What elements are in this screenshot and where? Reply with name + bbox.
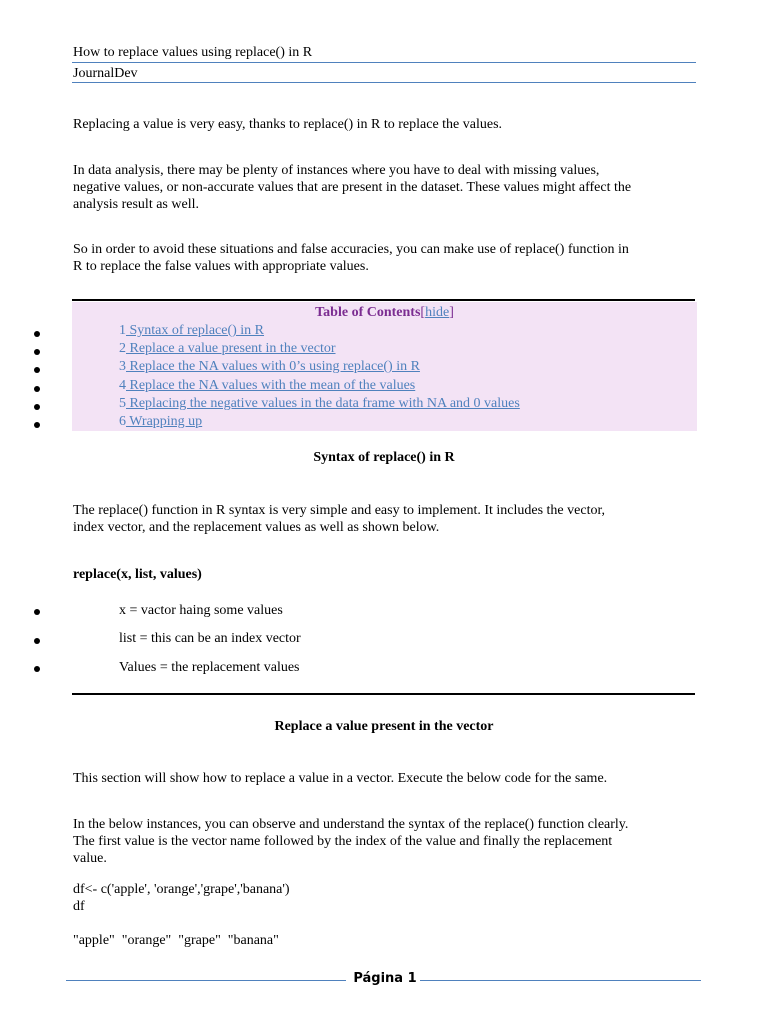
list-item: x = vactor haing some values — [119, 603, 283, 618]
section-paragraph-line: The replace() function in R syntax is very simple and easy to implement. It includes the vector, — [73, 503, 606, 518]
toc-item-number: 5 — [119, 396, 126, 411]
toc-item[interactable] — [119, 414, 202, 430]
toc-item-link[interactable]: Syntax of replace() in R — [126, 323, 265, 338]
document-title: How to replace values using replace() in R — [73, 45, 313, 60]
bullet-icon — [34, 638, 40, 644]
bullet-icon — [34, 331, 40, 337]
bullet-icon — [34, 422, 40, 428]
section-paragraph-line: index vector, and the replacement values as well as shown below. — [73, 520, 440, 535]
bullet-icon — [34, 386, 40, 392]
toc-item-link[interactable]: Replace a value present in the vector — [126, 341, 336, 356]
toc-item-number: 6 — [119, 414, 126, 429]
footer-rule-left — [66, 980, 346, 981]
code-line: df — [73, 899, 85, 914]
document-source: JournalDev — [73, 66, 138, 81]
toc-item-link[interactable]: Replace the NA values with the mean of the values — [126, 378, 416, 393]
intro-paragraph: Replacing a value is very easy, thanks to replace() in R to replace the values. — [73, 117, 503, 132]
section-heading: Replace a value present in the vector — [274, 719, 494, 734]
bullet-icon — [34, 349, 40, 355]
toc-item[interactable] — [119, 359, 420, 375]
toc-header — [72, 305, 697, 321]
bullet-icon — [34, 666, 40, 672]
section-paragraph-line: value. — [73, 851, 107, 866]
intro-paragraph-line: negative values, or non-accurate values that are present in the dataset. These values might affect the — [73, 180, 632, 195]
toc-hide-link[interactable]: hide — [425, 305, 450, 320]
toc-item-link[interactable]: Wrapping up — [126, 414, 203, 429]
intro-paragraph-line: In data analysis, there may be plenty of instances where you have to deal with missing values, — [73, 163, 600, 178]
list-item: Values = the replacement values — [119, 660, 300, 675]
toc-item-number: 1 — [119, 323, 126, 338]
toc-item-number: 4 — [119, 378, 126, 393]
toc-item[interactable] — [119, 341, 336, 357]
code-output: "apple" "orange" "grape" "banana" — [73, 933, 279, 948]
toc-item-number: 3 — [119, 359, 126, 374]
toc-bracket-close: ] — [449, 305, 454, 320]
toc-item-link[interactable]: Replacing the negative values in the data frame with NA and 0 values — [126, 396, 520, 411]
bullet-icon — [34, 609, 40, 615]
intro-paragraph-line: analysis result as well. — [73, 197, 199, 212]
section-rule — [72, 693, 695, 695]
toc-top-rule — [72, 299, 695, 301]
header-divider — [72, 62, 696, 63]
header-divider — [72, 82, 696, 83]
page-number: Página 1 — [353, 971, 417, 986]
toc-item[interactable] — [119, 378, 415, 394]
toc-item[interactable] — [119, 396, 520, 412]
section-paragraph: This section will show how to replace a value in a vector. Execute the below code for the same. — [73, 771, 608, 786]
bullet-icon — [34, 367, 40, 373]
section-paragraph-line: The first value is the vector name followed by the index of the value and finally the replacement — [73, 834, 613, 849]
code-line: df<- c('apple', 'orange','grape','banana') — [73, 882, 290, 897]
intro-paragraph-line: R to replace the false values with appropriate values. — [73, 259, 369, 274]
intro-paragraph-line: So in order to avoid these situations and false accuracies, you can make use of replace() function in — [73, 242, 629, 257]
toc-item-link[interactable]: Replace the NA values with 0’s using replace() in R — [126, 359, 420, 374]
footer-rule-right — [420, 980, 701, 981]
toc-title: Table of Contents — [315, 305, 421, 320]
list-item: list = this can be an index vector — [119, 631, 301, 646]
toc-item-number: 2 — [119, 341, 126, 356]
toc-bracket-open: [ — [420, 305, 426, 320]
section-paragraph-line: In the below instances, you can observe and understand the syntax of the replace() function clearly. — [73, 817, 629, 832]
toc-item[interactable] — [119, 323, 264, 339]
bullet-icon — [34, 404, 40, 410]
section-heading: Syntax of replace() in R — [313, 450, 455, 465]
syntax-signature: replace(x, list, values) — [73, 567, 202, 582]
